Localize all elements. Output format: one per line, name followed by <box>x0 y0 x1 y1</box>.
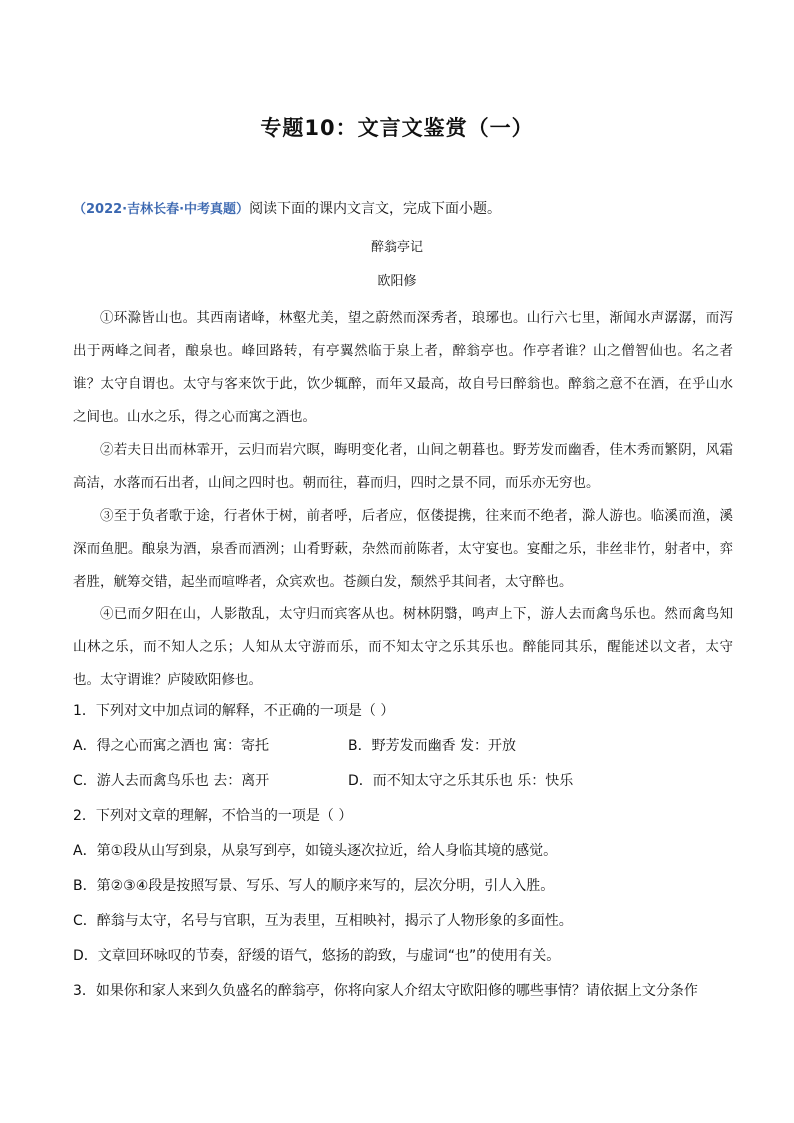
exam-source-label: （2022·吉林长春·中考真题） <box>73 202 250 217</box>
question-1-option-a: A．得之心而寓之酒也 寓：寄托 <box>73 738 270 754</box>
question-2-option-c: C．醉翁与太守，名号与官职，互为表里，互相映衬，揭示了人物形象的多面性。 <box>73 913 573 929</box>
question-intro <box>73 198 733 221</box>
passage-paragraph-3: ③至于负者歌于途，行者休于树，前者呼，后者应，伛偻提携，往来而不绝者，滁人游也。临溪而渔，溪深而鱼肥。酿泉为酒，泉香而酒洌；山肴野蔌，杂然而前陈者，太守宴也。宴酣之乐，非丝非竹，射者中，弈者胜，觥筹交错，起坐而喧哗者，众宾欢也。苍颜白发，颓然乎其间者，太守醉也。 <box>73 508 733 590</box>
page-title: 专题10：文言文鉴赏（一） <box>260 116 534 140</box>
question-2-stem: 2．下列对文章的理解，不恰当的一项是（ ） <box>73 808 353 824</box>
question-1-stem: 1．下列对文中加点词的解释，不正确的一项是（ ） <box>73 703 395 719</box>
question-1-option-c: C．游人去而禽鸟乐也 去：离开 <box>73 773 270 789</box>
question-2-option-b: B．第②③④段是按照写景、写乐、写人的顺序来写的，层次分明，引人入胜。 <box>73 878 555 894</box>
question-1-options-row-2 <box>73 770 743 792</box>
passage-paragraph-2: ②若夫日出而林霏开，云归而岩穴暝，晦明变化者，山间之朝暮也。野芳发而幽香，佳木秀而繁阴，风霜高洁，水落而石出者，山间之四时也。朝而往，暮而归，四时之景不同，而乐亦无穷也。 <box>73 442 733 491</box>
passage-paragraph-1: ①环滁皆山也。其西南诸峰，林壑尤美，望之蔚然而深秀者，琅琊也。山行六七里，渐闻水声潺潺，而泻出于两峰之间者，酿泉也。峰回路转，有亭翼然临于泉上者，醉翁亭也。作亭者谁？山之僧智仙也。名之者谁？太守自谓也。太守与客来饮于此，饮少辄醉，而年又最高，故自号曰醉翁也。醉翁之意不在酒，在乎山水之间也。山水之乐，得之心而寓之酒也。 <box>73 310 733 425</box>
intro-instruction: 阅读下面的课内文言文，完成下面小题。 <box>249 201 502 217</box>
essay-author: 欧阳修 <box>377 274 417 289</box>
question-1-option-b: B．野芳发而幽香 发：开放 <box>348 738 517 754</box>
question-2-option-d: D．文章回环咏叹的节奏，舒缓的语气，悠扬的韵致，与虚词“也”的使用有关。 <box>73 948 561 964</box>
question-3-stem: 3．如果你和家人来到久负盛名的醉翁亭，你将向家人介绍太守欧阳修的哪些事情？请依据上文分条作 <box>73 983 698 999</box>
essay-title: 醉翁亭记 <box>370 240 423 255</box>
question-2-option-a: A．第①段从山写到泉，从泉写到亭，如镜头逐次拉近，给人身临其境的感觉。 <box>73 843 558 859</box>
question-1-options-row-1 <box>73 735 743 757</box>
passage-paragraph-4: ④已而夕阳在山，人影散乱，太守归而宾客从也。树林阴翳，鸣声上下，游人去而禽鸟乐也。然而禽鸟知山林之乐，而不知人之乐；人知从太守游而乐，而不知太守之乐其乐也。醉能同其乐，醒能述以文者，太守也。太守谓谁？庐陵欧阳修也。 <box>73 606 733 688</box>
question-1-option-d: D．而不知太守之乐其乐也 乐：快乐 <box>348 773 574 789</box>
